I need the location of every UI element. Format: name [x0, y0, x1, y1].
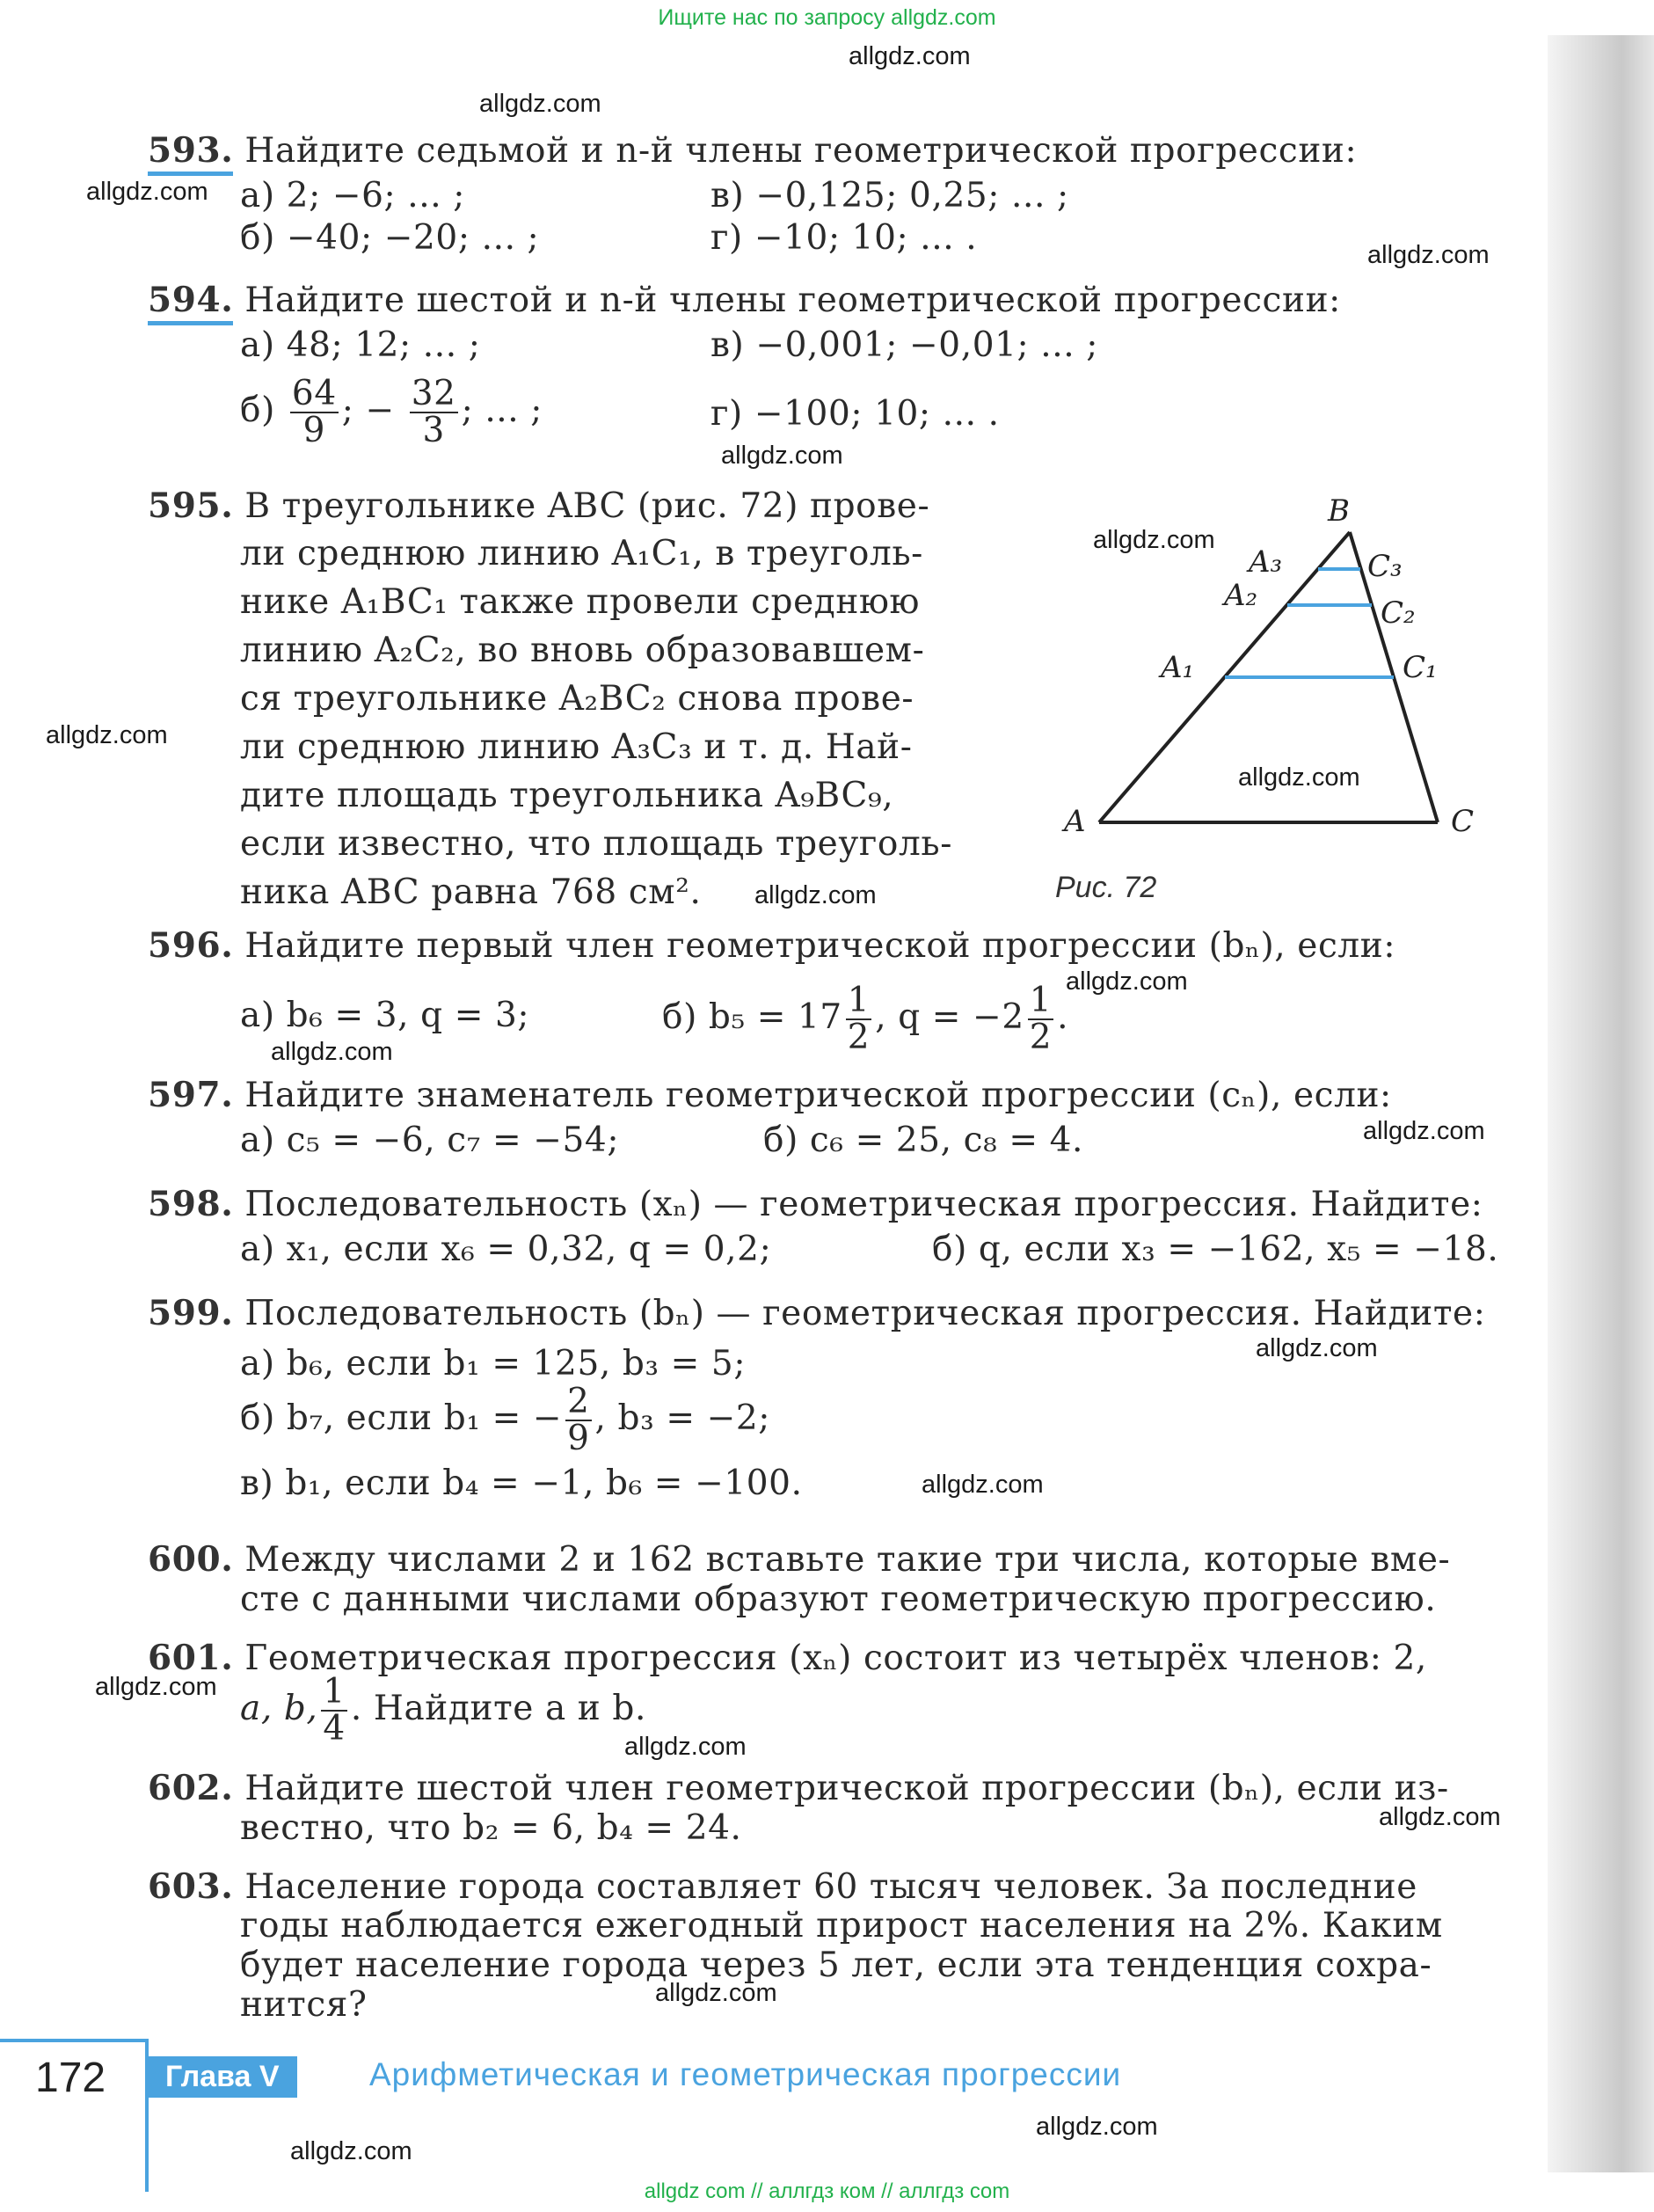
option-a: а) b₆, если b₁ = 125, b₃ = 5; [240, 1344, 747, 1383]
problem-line [240, 1672, 646, 1748]
numerator: 2 [567, 1382, 590, 1421]
problem-number: 598. [148, 1184, 234, 1224]
problem-line: вестно, что b₂ = 6, b₄ = 24. [240, 1808, 742, 1848]
option-a: а) 48; 12; ... ; [240, 325, 481, 365]
fraction [290, 376, 339, 449]
watermark: allgdz.com [1093, 526, 1215, 554]
chapter-title: Арифметическая и геометрическая прогрессии [369, 2056, 1122, 2092]
problem-text: Последовательность (bₙ) — геометрическая прогрессия. Найдите: [244, 1294, 1486, 1333]
problem-text: . Найдите a и b. [350, 1689, 646, 1728]
watermark: allgdz.com [922, 1471, 1044, 1499]
option-v: в) b₁, если b₄ = −1, b₆ = −100. [240, 1464, 803, 1503]
watermark: allgdz.com [849, 42, 971, 70]
fraction [846, 983, 871, 1055]
watermark: allgdz.com [1066, 967, 1188, 996]
bottom-banner[interactable]: allgdz com // аллгдз ком // аллгдз com [644, 2179, 1010, 2203]
option-text: б) b₅ = 17 [662, 997, 842, 1037]
watermark: allgdz.com [86, 178, 208, 206]
option-b [240, 1384, 770, 1456]
problem-text: Найдите знаменатель геометрической прогрессии (cₙ), если: [244, 1076, 1392, 1115]
watermark: allgdz.com [95, 1673, 217, 1701]
problem-number: 594. [148, 280, 233, 325]
option-b [240, 376, 543, 449]
problem-line: Геометрическая прогрессия (xₙ) состоит из четырёх членов: 2, [244, 1639, 1427, 1678]
problem-number: 596. [148, 925, 234, 966]
watermark: allgdz.com [1036, 2113, 1158, 2141]
problem-line: линию A₂C₂, во вновь образовавшем- [240, 631, 925, 670]
watermark: allgdz.com [754, 881, 877, 909]
problem-number: 599. [148, 1293, 234, 1333]
problem-line: Найдите шестой член геометрической прогрессии (bₙ), если из- [244, 1769, 1449, 1808]
problem-text: Найдите первый член геометрической прогрессии (bₙ), если: [244, 926, 1396, 966]
watermark: allgdz.com [1238, 763, 1360, 792]
watermark: allgdz.com [624, 1733, 747, 1761]
option-b: б) q, если x₃ = −162, x₅ = −18. [932, 1230, 1499, 1269]
problem-text: Последовательность (xₙ) — геометрическая прогрессия. Найдите: [244, 1185, 1483, 1224]
denominator: 9 [302, 411, 326, 450]
option-text: . [1057, 997, 1069, 1037]
problem-line: нится? [240, 1985, 368, 2025]
watermark: allgdz.com [479, 90, 601, 118]
option-g: г) −10; 10; ... . [710, 218, 978, 258]
option-a: а) 2; −6; ... ; [240, 176, 465, 215]
problem-text: Найдите седьмой и n-й члены геометрической прогрессии: [244, 131, 1358, 171]
problem-line: сте с данными числами образуют геометрическую прогрессию. [240, 1580, 1437, 1619]
denominator: 2 [1029, 1018, 1053, 1057]
figure-caption: Рис. 72 [1055, 871, 1157, 904]
separator: ; − [341, 391, 395, 430]
problem-line: если известно, что площадь треуголь- [240, 824, 952, 864]
option-b: б) c₆ = 25, c₈ = 4. [763, 1121, 1084, 1160]
numerator: 1 [323, 1672, 346, 1712]
watermark: allgdz.com [271, 1038, 393, 1066]
watermark: allgdz.com [1363, 1117, 1485, 1145]
fraction [410, 376, 458, 449]
page-edge-shadow [1548, 35, 1654, 2172]
label-c3: C₃ [1367, 549, 1403, 584]
denominator: 2 [847, 1018, 871, 1057]
option-b [662, 983, 1068, 1055]
problem-line: годы наблюдается ежегодный прирост населения на 2%. Каким [240, 1906, 1443, 1946]
option-tail: ; ... ; [461, 391, 543, 430]
problem-text: a, b, [240, 1689, 318, 1728]
denominator: 4 [323, 1709, 346, 1748]
problem-line: нике A₁BC₁ также провели среднюю [240, 582, 921, 622]
fraction [565, 1384, 591, 1456]
watermark: allgdz.com [1256, 1334, 1378, 1362]
problem-number: 597. [148, 1075, 234, 1115]
option-text: , q = −2 [875, 997, 1024, 1037]
label-a2: A₂ [1224, 578, 1258, 613]
problem-number: 601. [148, 1638, 234, 1678]
label-a1: A₁ [1161, 650, 1195, 685]
denominator: 9 [567, 1419, 590, 1458]
numerator: 32 [411, 374, 456, 413]
label-c2: C₂ [1381, 595, 1416, 631]
option-g: г) −100; 10; ... . [710, 394, 1000, 434]
problem-number: 600. [148, 1539, 234, 1580]
problem-line: дите площадь треугольника A₉BC₉, [240, 776, 894, 815]
label-a: A [1064, 804, 1086, 839]
option-v: в) −0,125; 0,25; ... ; [710, 176, 1069, 215]
triangle-figure [1029, 493, 1521, 853]
watermark: allgdz.com [721, 442, 843, 470]
label-c: C [1451, 804, 1475, 839]
label-c1: C₁ [1403, 650, 1438, 685]
problem-number: 593. [148, 130, 233, 176]
option-a: а) b₆ = 3, q = 3; [240, 996, 530, 1035]
numerator: 64 [291, 374, 337, 413]
problem-line: ли среднюю линию A₃C₃ и т. д. Най- [240, 727, 913, 767]
numerator: 1 [847, 981, 871, 1020]
watermark: allgdz.com [46, 721, 168, 749]
problem-line: Между числами 2 и 162 вставьте такие три числа, которые вме- [244, 1540, 1451, 1580]
problem-number: 595. [148, 485, 234, 526]
problem-line: ся треугольнике A₂BC₂ снова прове- [240, 679, 914, 719]
fraction [1028, 983, 1053, 1055]
option-label: б) [240, 391, 275, 430]
watermark: allgdz.com [655, 1979, 777, 2007]
fraction [321, 1672, 346, 1748]
problem-number: 603. [148, 1866, 234, 1907]
option-text: , b₃ = −2; [594, 1398, 771, 1438]
page-number: 172 [35, 2055, 106, 2101]
problem-line: ника ABC равна 768 см². [240, 872, 702, 912]
problem-text: Найдите шестой и n-й члены геометрической прогрессии: [244, 281, 1341, 320]
watermark: allgdz.com [290, 2137, 412, 2165]
chapter-label: Глава V [148, 2056, 297, 2098]
numerator: 1 [1029, 981, 1053, 1020]
problem-line: В треугольнике ABC (рис. 72) прове- [244, 486, 930, 526]
label-b: B [1328, 493, 1350, 529]
label-a3: A₃ [1249, 544, 1283, 580]
problem-line: ли среднюю линию A₁C₁, в треуголь- [240, 534, 923, 573]
denominator: 3 [422, 411, 445, 450]
option-a: а) x₁, если x₆ = 0,32, q = 0,2; [240, 1230, 772, 1269]
problem-line: Население города составляет 60 тысяч человек. За последние [244, 1867, 1417, 1907]
problem-number: 602. [148, 1768, 234, 1808]
watermark: allgdz.com [1379, 1803, 1501, 1831]
option-text: б) b₇, если b₁ = − [240, 1398, 563, 1438]
watermark: allgdz.com [1367, 241, 1490, 269]
option-v: в) −0,001; −0,01; ... ; [710, 325, 1099, 365]
top-banner[interactable]: Ищите нас по запросу allgdz.com [658, 5, 996, 30]
problem-line: будет население города через 5 лет, если эта тенденция сохра- [240, 1946, 1432, 1985]
option-a: а) c₅ = −6, c₇ = −54; [240, 1121, 620, 1160]
option-b: б) −40; −20; ... ; [240, 218, 540, 258]
